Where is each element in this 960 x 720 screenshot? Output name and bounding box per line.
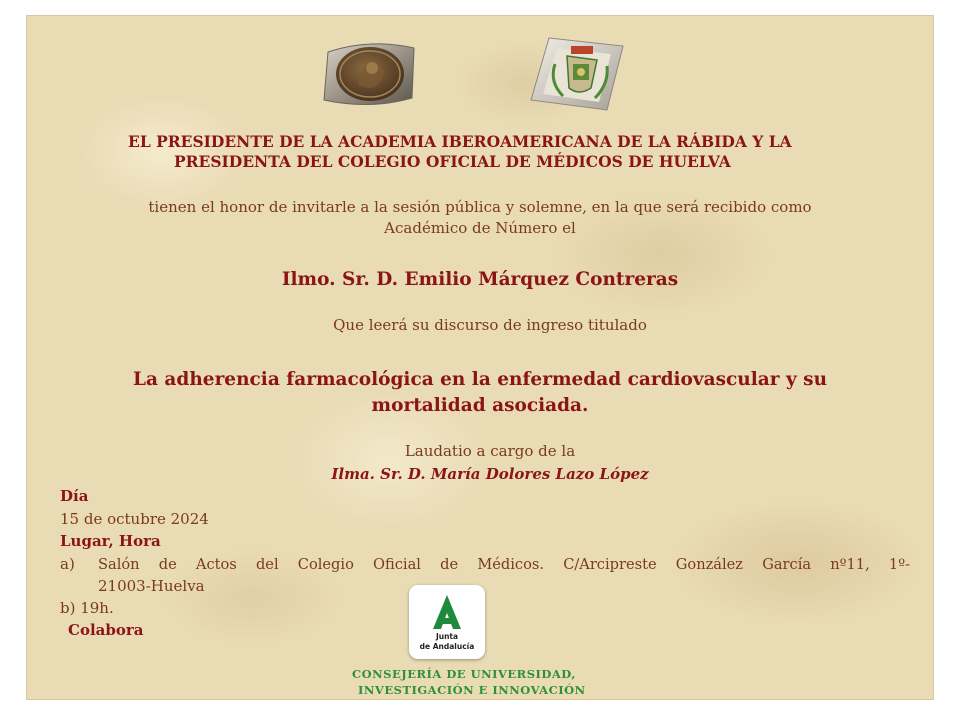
header-line-1: EL PRESIDENTE DE LA ACADEMIA IBEROAMERICANA DE LA RÁBIDA Y LA bbox=[128, 132, 792, 151]
honoree-name: Ilmo. Sr. D. Emilio Márquez Contreras bbox=[281, 269, 679, 290]
place-line-1: Salón de Actos del Colegio Oficial de Médicos. C/Arcipreste González García nº11, 1º- bbox=[98, 556, 910, 573]
speech-intro: Que leerá su discurso de ingreso titulado bbox=[333, 316, 647, 334]
junta-logo-text-2: de Andalucía bbox=[419, 642, 475, 651]
junta-andalucia-logo-icon bbox=[409, 585, 485, 659]
intro-line-2: Académico de Número el bbox=[384, 219, 576, 237]
header-line-2: PRESIDENTA DEL COLEGIO OFICIAL DE MÉDICOS DE HUELVA bbox=[174, 152, 731, 171]
laudatio-name: Ilma. Sr. D. María Dolores Lazo López bbox=[331, 465, 649, 483]
time-value: b) 19h. bbox=[60, 599, 114, 617]
intro-line-1: tienen el honor de invitarle a la sesión pública y solemne, en la que será recibido como bbox=[148, 198, 812, 216]
sponsor-line-2: INVESTIGACIÓN E INNOVACIÓN bbox=[358, 683, 586, 697]
academy-medal-icon bbox=[320, 38, 420, 110]
day-value: 15 de octubre 2024 bbox=[60, 510, 209, 528]
laudatio-intro: Laudatio a cargo de la bbox=[404, 442, 576, 460]
place-label: Lugar, Hora bbox=[60, 532, 161, 550]
junta-logo-text-1: Junta bbox=[435, 632, 459, 641]
collab-label: Colabora bbox=[68, 621, 144, 639]
speech-title-line-2: mortalidad asociada. bbox=[371, 395, 589, 416]
sponsor-line-1: CONSEJERÍA DE UNIVERSIDAD, bbox=[352, 667, 576, 681]
day-label: Día bbox=[60, 487, 89, 505]
speech-title-line-1: La adherencia farmacológica en la enfermedad cardiovascular y su bbox=[132, 369, 828, 390]
medical-college-crest-icon bbox=[527, 34, 627, 114]
place-line-2: 21003-Huelva bbox=[98, 577, 205, 595]
place-marker: a) bbox=[60, 555, 75, 573]
